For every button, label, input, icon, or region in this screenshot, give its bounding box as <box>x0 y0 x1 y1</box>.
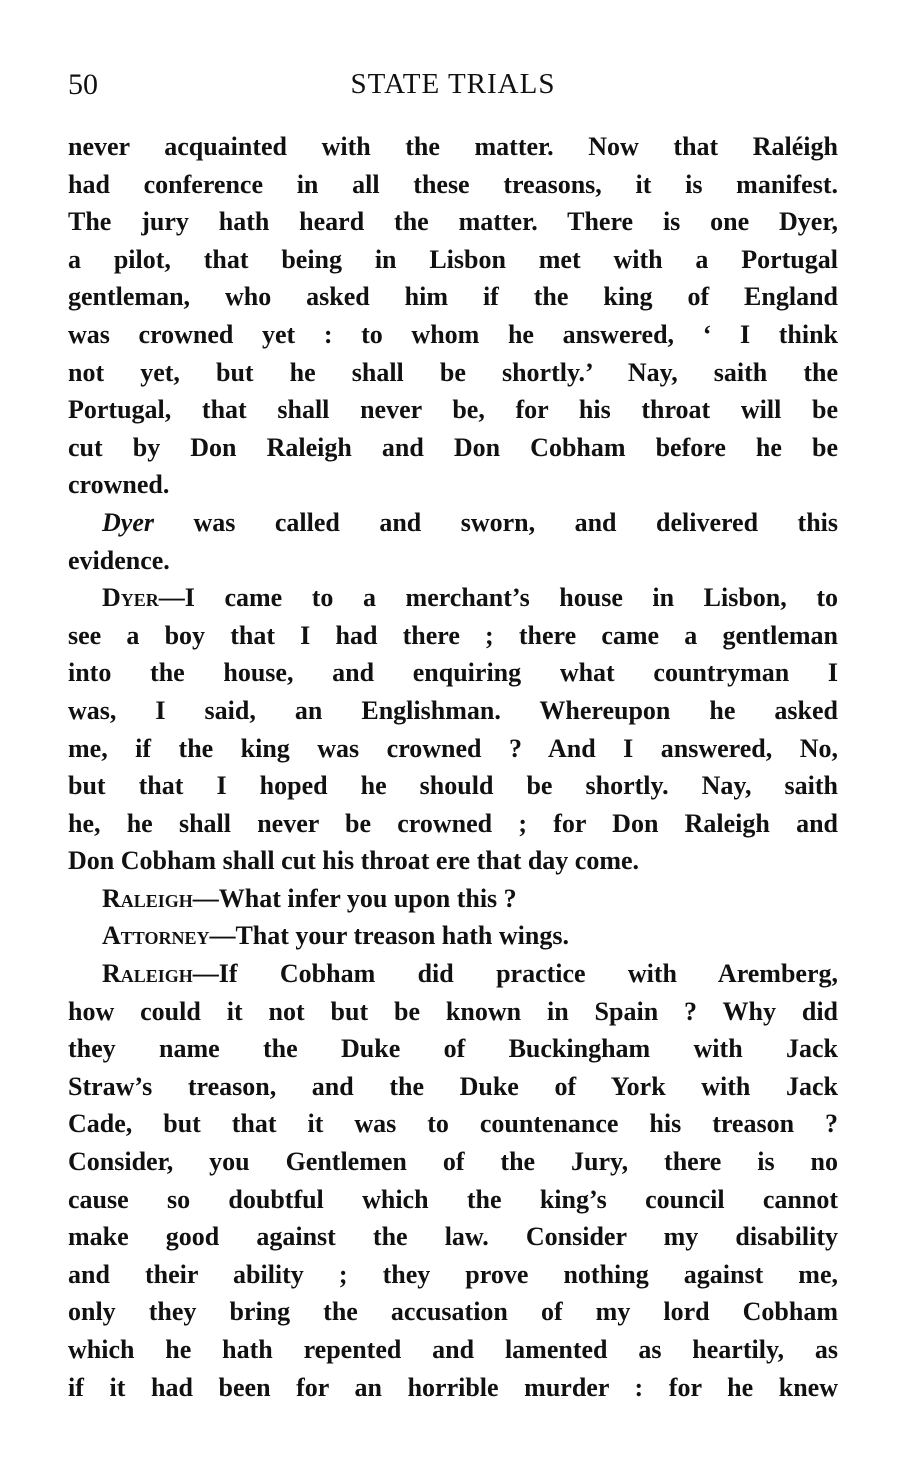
speaker-name: Dyer <box>102 583 159 613</box>
text-line: was, I said, an Englishman. Whereupon he asked <box>68 695 838 725</box>
text-line: into the house, and enquiring what countryman I <box>68 658 838 688</box>
page-header <box>68 68 838 108</box>
line-text: —What infer you upon this ? <box>192 883 517 913</box>
text-line: cut by Don Raleigh and Don Cobham before he be <box>68 432 838 462</box>
text-line: how could it not but be known in Spain ? Why did <box>68 996 838 1026</box>
text-line: The jury hath heard the matter. There is one Dyer, <box>68 207 838 237</box>
text-line: only they bring the accusation of my lord Cobham <box>68 1297 838 1327</box>
page-body <box>68 128 838 1406</box>
text-line: they name the Duke of Buckingham with Jack <box>68 1034 838 1064</box>
speaker-name: Attorney <box>102 921 210 951</box>
speaker-name: Raleigh <box>102 959 193 989</box>
line-text: —I came to a merchant’s house in Lisbon, to <box>158 583 838 613</box>
text-line: Cade, but that it was to countenance his treason ? <box>68 1109 838 1139</box>
text-line <box>68 880 838 918</box>
text-line: evidence. <box>68 545 170 575</box>
text-line: see a boy that I had there ; there came a gentleman <box>68 620 838 650</box>
speaker-name: Dyer <box>102 507 154 537</box>
running-head: STATE TRIALS <box>350 68 556 100</box>
text-line: cause so doubtful which the king’s council cannot <box>68 1184 838 1214</box>
text-line: Portugal, that shall never be, for his throat will be <box>68 395 838 425</box>
speaker-name: Raleigh <box>102 883 193 913</box>
text-line: had conference in all these treasons, it is manifest. <box>68 169 838 199</box>
text-line: crowned. <box>68 470 170 500</box>
text-line: but that I hoped he should be shortly. Nay, saith <box>68 771 838 801</box>
text-line <box>68 579 838 617</box>
line-text: —If Cobham did practice with Aremberg, <box>192 959 838 989</box>
text-line: was crowned yet : to whom he answered, ‘ I think <box>68 319 838 349</box>
text-line <box>68 917 838 955</box>
text-line: me, if the king was crowned ? And I answered, No, <box>68 733 838 763</box>
line-text: —That your treason hath wings. <box>209 921 569 951</box>
text-line: not yet, but he shall be shortly.’ Nay, saith the <box>68 357 838 387</box>
text-line: and their ability ; they prove nothing against me, <box>68 1259 838 1289</box>
text-line: a pilot, that being in Lisbon met with a Portugal <box>68 244 838 274</box>
text-line <box>68 955 838 993</box>
text-line: gentleman, who asked him if the king of England <box>68 282 838 312</box>
text-line: Consider, you Gentlemen of the Jury, there is no <box>68 1147 838 1177</box>
text-line: he, he shall never be crowned ; for Don Raleigh and <box>68 808 838 838</box>
page-number: 50 <box>68 68 98 101</box>
text-line: never acquainted with the matter. Now that Raléigh <box>68 132 838 161</box>
text-line: Don Cobham shall cut his throat ere that day come. <box>68 846 640 876</box>
text-line: make good against the law. Consider my disability <box>68 1222 838 1252</box>
text-line: if it had been for an horrible murder : for he knew <box>68 1372 838 1402</box>
text-line <box>68 504 838 542</box>
text-line: Straw’s treason, and the Duke of York with Jack <box>68 1071 838 1101</box>
text-line: which he hath repented and lamented as heartily, as <box>68 1335 838 1364</box>
line-text: was called and sworn, and delivered this <box>153 507 838 537</box>
